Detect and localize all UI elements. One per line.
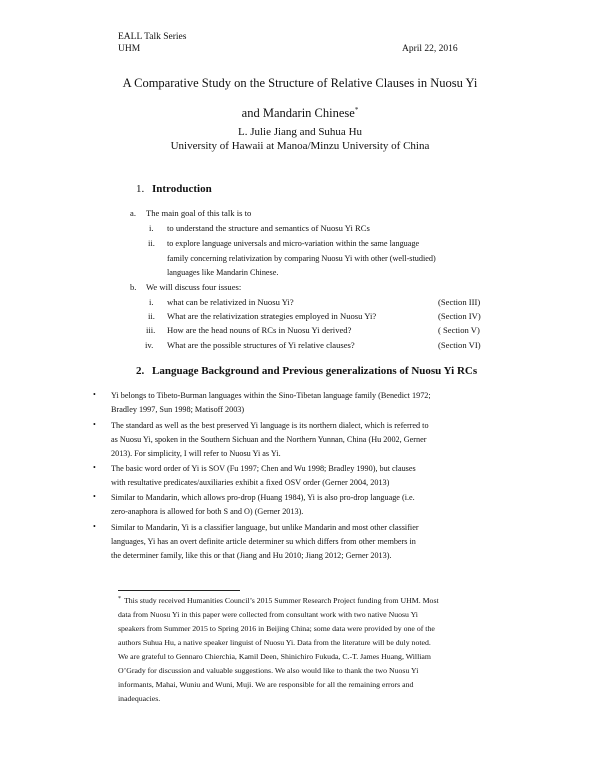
section-2-heading	[152, 365, 477, 377]
issue-i-ref: (Section III)	[438, 297, 481, 307]
footnote-line-8: inadequacies.	[118, 694, 161, 703]
issue-i-text: what can be relativized in Nuosu Yi?	[167, 297, 294, 307]
institution-label: UHM	[118, 44, 141, 54]
goal-i-text: to understand the structure and semantics of Nuosu Yi RCs	[167, 223, 370, 233]
footnote-line-5: We are grateful to Gennaro Chierchia, Kamil Deen, Shinichiro Fukuda, C.-T. James Huang, William	[118, 652, 431, 661]
issue-iii-text: How are the head nouns of RCs in Nuosu Yi derived?	[167, 325, 352, 335]
goal-i-number: i.	[149, 223, 154, 233]
footnote-line-6: O’Grady for discussion and valuable suggestions. We also would like to thank the two Nuosu Yi	[118, 666, 419, 675]
bullet-5-line-2: languages, Yi has an overt definite article determiner su which differs from other members in	[111, 537, 416, 546]
author-names: L. Julie Jiang and Suhua Hu	[237, 126, 363, 138]
section-1-heading	[152, 183, 212, 195]
bullet-1-line-1: Yi belongs to Tibeto-Burman languages within the Sino-Tibetan language family (Benedict 1972;	[111, 391, 431, 400]
issue-iii-ref: ( Section V)	[438, 325, 480, 335]
bullet-2-line-3: 2013). For simplicity, I will refer to Nuosu Yi as Yi.	[111, 449, 281, 458]
series-label: EALL Talk Series	[118, 32, 187, 42]
goal-ii-line-3: languages like Mandarin Chinese.	[167, 268, 279, 277]
footnote-separator	[118, 590, 240, 591]
footnote-line-4: authors Suhua Hu, a native speaker linguist of Nuosu Yi. Data from the literature will be duly noted.	[118, 638, 431, 647]
issue-ii-ref: (Section IV)	[438, 311, 481, 321]
bullet-1-line-2: Bradley 1997, Sun 1998; Matisoff 2003)	[111, 405, 245, 414]
bullet-5-line-1: Similar to Mandarin, Yi is a classifier language, but unlike Mandarin and most other classifier	[111, 523, 419, 532]
footnote-mark: *	[118, 596, 121, 602]
bullet-2-marker: •	[93, 420, 96, 429]
footnote-line-2: data from Nuosu Yi in this paper were collected from consultant work with two native Nuosu Yi	[118, 610, 418, 619]
author-affiliation: University of Hawaii at Manoa/Minzu University of China	[170, 140, 430, 152]
item-b-label: b.	[130, 282, 137, 292]
bullet-4-marker: •	[93, 492, 96, 501]
footnote-line-3: speakers from Summer 2015 to Spring 2016 in Beijing China; some data were provided by one of the	[118, 624, 435, 633]
title-line-1: A Comparative Study on the Structure of Relative Clauses in Nuosu Yi	[122, 76, 478, 90]
issue-ii-text: What are the relativization strategies employed in Nuosu Yi?	[167, 311, 377, 321]
title-line-2-wrap	[0, 106, 600, 121]
issue-iii-number: iii.	[146, 325, 156, 335]
bullet-4-line-1: Similar to Mandarin, which allows pro-drop (Huang 1984), Yi is also pro-drop language (i.e.	[111, 493, 415, 502]
goal-ii-line-1: to explore language universals and micro-variation within the same language	[167, 239, 420, 248]
footnote-line-7: informants, Mahai, Wuniu and Wuni, Muji. We are responsible for all the remaining errors and	[118, 680, 414, 689]
item-a-label: a.	[130, 208, 136, 218]
section-1-number: 1.	[136, 183, 145, 195]
section-2-number	[136, 365, 144, 377]
issue-iv-number: iv.	[145, 340, 154, 350]
issue-iv-text: What are the possible structures of Yi relative clauses?	[167, 340, 355, 350]
item-a-text: The main goal of this talk is to	[146, 208, 252, 218]
bullet-3-line-1: The basic word order of Yi is SOV (Fu 1997; Chen and Wu 1998; Bradley 1990), but clauses	[111, 464, 416, 473]
bullet-5-line-3: the determiner family, like this or that (Jiang and Hu 2010; Jiang 2012; Gerner 2013).	[111, 551, 392, 560]
goal-ii-line-2: family concerning relativization by comparing Nuosu Yi with other (well-studied)	[167, 254, 436, 263]
bullet-1-marker: •	[93, 390, 96, 399]
goal-ii-number: ii.	[148, 238, 155, 248]
date-label: April 22, 2016	[402, 44, 458, 54]
bullet-2-line-2: as Nuosu Yi, spoken in the Southern Sichuan and the Northern Yunnan, China (Hu 2002, Gerner	[111, 435, 427, 444]
section-2-heading-text: Language Background and Previous generalizations of Nuosu Yi RCs	[152, 365, 478, 377]
bullet-4-line-2: zero-anaphora is allowed for both S and O) (Gerner 2013).	[111, 507, 304, 516]
footnote-line-1: This study received Humanities Council’s 2015 Summer Research Project funding from UHM. Most	[124, 596, 439, 605]
section-2-number-text: 2.	[136, 365, 145, 377]
bullet-3-line-2: with resultative predicates/auxiliaries exhibit a fixed OSV order (Gerner 2004, 2013)	[111, 478, 390, 487]
issue-iv-ref: (Section VI)	[438, 340, 481, 350]
item-b-text: We will discuss four issues:	[146, 282, 242, 292]
title-footnote-mark: *	[354, 106, 359, 114]
bullet-5-marker: •	[93, 522, 96, 531]
title-line-2: and Mandarin Chinese	[241, 106, 355, 121]
bullet-3-marker: •	[93, 463, 96, 472]
bullet-2-line-1: The standard as well as the best preserved Yi language is its northern dialect, which is referred to	[111, 421, 429, 430]
issue-i-number: i.	[149, 297, 154, 307]
issue-ii-number: ii.	[148, 311, 155, 321]
section-1-heading-text: Introduction	[152, 183, 212, 195]
